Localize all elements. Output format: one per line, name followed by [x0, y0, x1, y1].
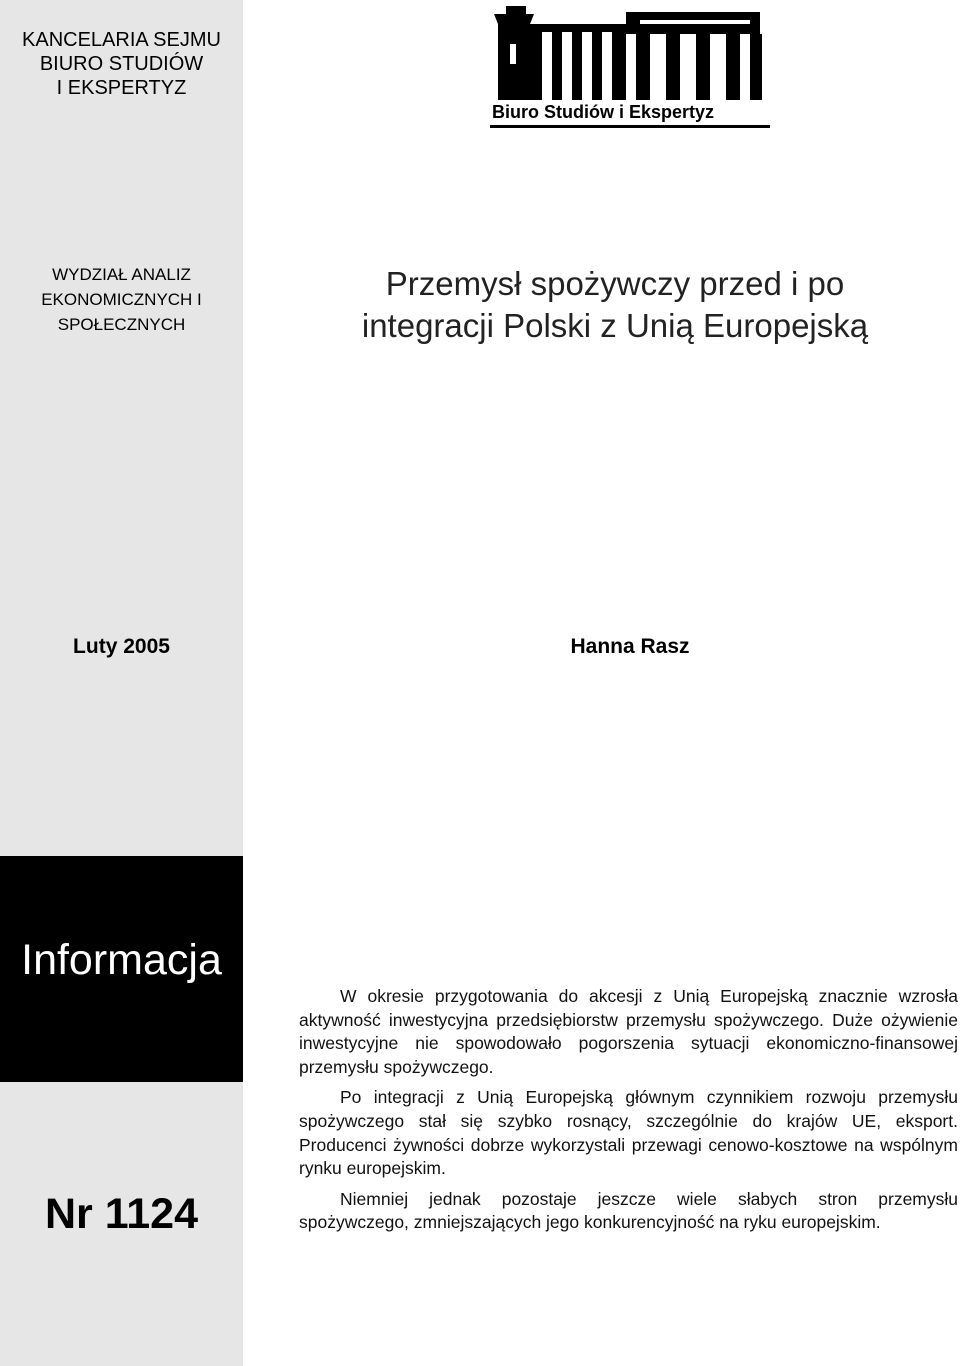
- department-line: WYDZIAŁ ANALIZ: [52, 265, 191, 284]
- document-title: [290, 263, 940, 347]
- office-name: [0, 28, 243, 100]
- office-line: KANCELARIA SEJMU: [22, 29, 221, 51]
- abstract-paragraph: Niemniej jednak pozostaje jeszcze wiele słabych stron przemysłu spożywczego, zmniejszających jego konkurencyjność na ryku europejskim.: [299, 1188, 958, 1233]
- publication-date: Luty 2005: [73, 635, 170, 658]
- abstract: [299, 985, 958, 1242]
- series-number: Nr 1124: [44, 1190, 199, 1238]
- department-line: EKONOMICZNYCH I: [41, 290, 202, 309]
- sidebar: [0, 0, 243, 1366]
- series-label: Informacja: [21, 936, 222, 984]
- office-line: I EKSPERTYZ: [56, 77, 187, 99]
- title-line: Przemysł spożywczy przed i po: [385, 265, 845, 302]
- abstract-paragraph: Po integracji z Unią Europejską głównym czynnikiem rozwoju przemysłu spożywczego stał się szybko rosnący, szczególnie do krajów UE, eksport. Producenci żywności dobrze wykorzystali przewagi cenowo-kosztowe na wspólnym rynku europejskim.: [299, 1087, 958, 1179]
- logo: [490, 4, 772, 130]
- logo-underline: [490, 125, 770, 128]
- office-line: BIURO STUDIÓW: [39, 53, 204, 75]
- department-line: SPOŁECZNYCH: [57, 315, 186, 334]
- abstract-paragraph: W okresie przygotowania do akcesji z Unią Europejską znacznie wzrosła aktywność inwestycyjna przedsiębiorstw przemysłu spożywczego. Duże ożywienie inwestycyjne nie spowodowało pogorszenia sytuacji ekonomiczno-finansowej przemysłu spożywczego.: [299, 986, 958, 1077]
- logo-caption: Biuro Studiów i Ekspertyz: [492, 102, 715, 122]
- author-name: Hanna Rasz: [570, 635, 690, 658]
- building-facade-logo-icon: [490, 4, 772, 102]
- title-line: integracji Polski z Unią Europejską: [361, 307, 869, 344]
- department-name: [0, 262, 243, 337]
